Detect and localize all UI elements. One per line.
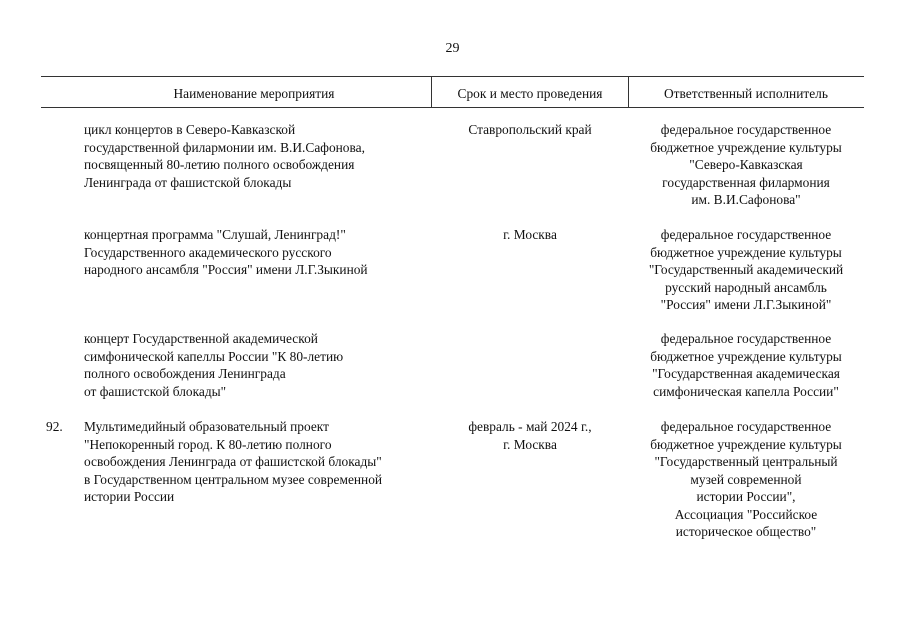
column-header-responsible: Ответственный исполнитель — [664, 86, 828, 101]
event-name: концерт Государственной академической симфонической капеллы России "К 80-летию полного освобождения Ленинграда от фашистской блокады" — [84, 331, 344, 399]
event-term-place: февраль - май 2024 г., г. Москва — [468, 419, 592, 452]
event-term-place: г. Москва — [503, 227, 557, 242]
page-number: 29 — [445, 41, 460, 56]
table-top-rule — [41, 76, 864, 77]
row-number: 92. — [46, 419, 63, 434]
event-responsible: федеральное государственное бюджетное учреждение культуры "Государственная академическая симфоническая капелла России" — [650, 331, 842, 399]
event-name: Мультимедийный образовательный проект "Непокоренный город. К 80-летию полного освобождения Ленинграда от фашистской блокады" в Государственном центральном музее современной истории России — [84, 419, 383, 504]
event-name: цикл концертов в Северо-Кавказской государственной филармонии им. В.И.Сафонова, посвященный 80-летию полного освобождения Ленинграда от фашистской блокады — [84, 122, 365, 190]
event-responsible: федеральное государственное бюджетное учреждение культуры "Северо-Кавказская государственная филармония им. В.И.Сафонова" — [650, 122, 842, 207]
event-term-place: Ставропольский край — [468, 122, 592, 137]
column-header-name: Наименование мероприятия — [173, 86, 335, 101]
event-responsible: федеральное государственное бюджетное учреждение культуры "Государственный академический русский народный ансамбль "Россия" имени Л.Г.Зыкиной" — [648, 227, 844, 312]
event-responsible: федеральное государственное бюджетное учреждение культуры "Государственный центральный музей современной истории России", Ассоциация "Российское историческое общество" — [650, 419, 842, 539]
column-header-term: Срок и место проведения — [457, 86, 603, 101]
event-name: концертная программа "Слушай, Ленинград!" Государственного академического русского народного ансамбля "Россия" имени Л.Г.Зыкиной — [84, 227, 368, 277]
table-header-rule — [41, 107, 864, 108]
